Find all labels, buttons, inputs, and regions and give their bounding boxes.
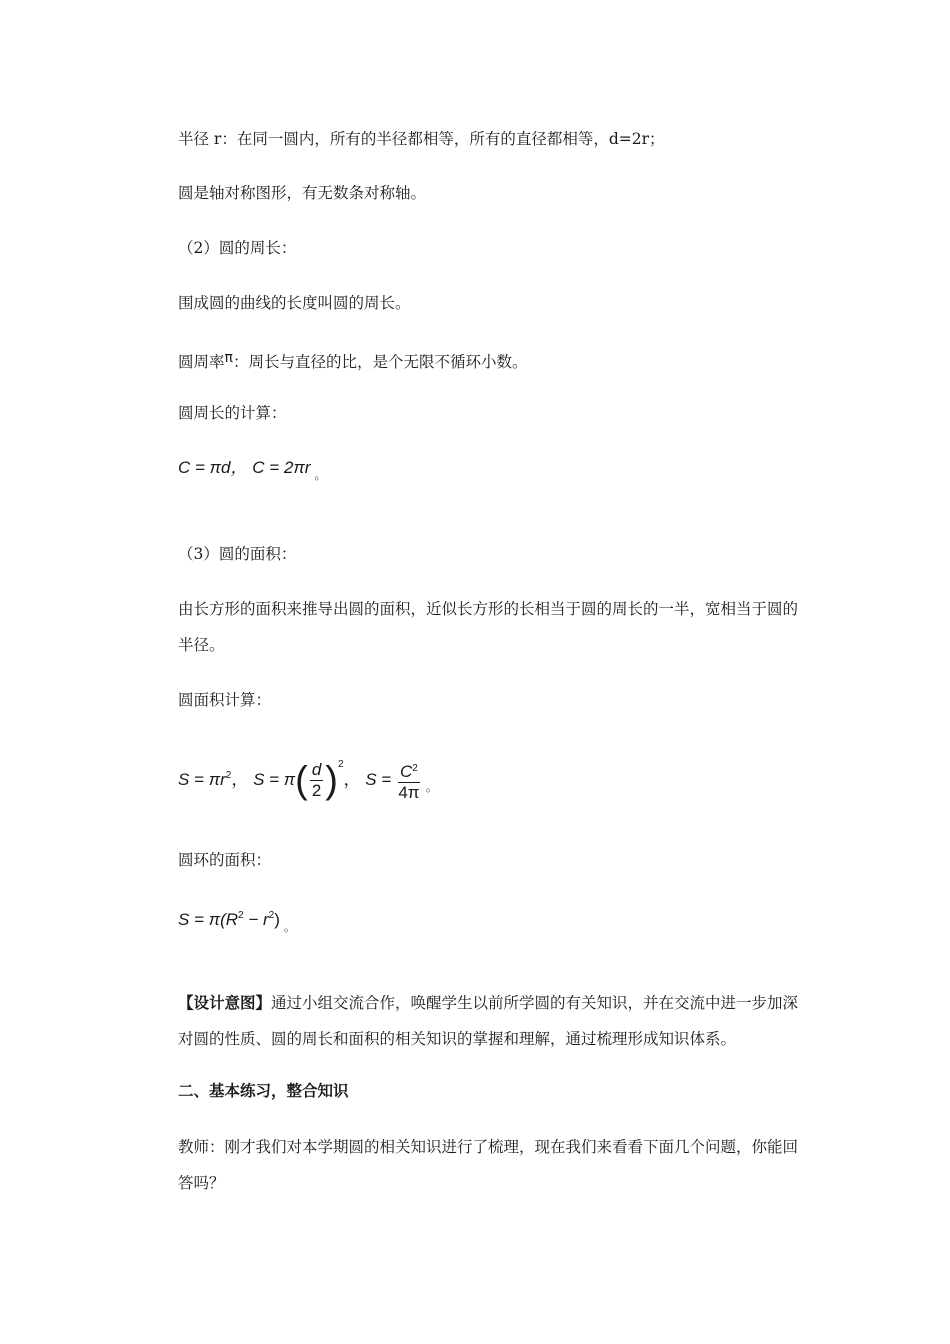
area-calc-label: 圆面积计算： bbox=[178, 691, 272, 709]
area-formula-3-denominator: 4π bbox=[398, 782, 420, 802]
pi-suffix: ：周长与直径的比，是个无限不循环小数。 bbox=[232, 353, 528, 371]
area-formula-2-denominator: 2 bbox=[311, 781, 322, 801]
annulus-formula-exp-1: 2 bbox=[238, 910, 244, 921]
annulus-formula-period: 。 bbox=[283, 920, 296, 934]
design-intent-label: 【设计意图】 bbox=[178, 993, 272, 1012]
perimeter-definition: 围成圆的曲线的长度叫圆的周长。 bbox=[178, 294, 411, 312]
area-formula bbox=[178, 742, 438, 810]
area-formula-1: S = πr bbox=[178, 770, 226, 789]
pi-prefix: 圆周率 bbox=[178, 353, 225, 371]
area-formula-period: 。 bbox=[425, 780, 438, 794]
area-formula-sep-2: ， bbox=[343, 770, 361, 789]
perimeter-formula-1: C = πd， bbox=[178, 458, 248, 477]
design-intent-text: 通过小组交流合作，唤醒学生以前所学圆的有关知识，并在交流中进一步加深对圆的性质、圆的周长和面积的相关知识的掌握和理解，通过梳理形成知识体系。 bbox=[178, 994, 799, 1048]
pi-line bbox=[178, 348, 527, 372]
annulus-formula-exp-2: 2 bbox=[268, 910, 275, 921]
perimeter-calc-label: 圆周长的计算： bbox=[178, 404, 287, 422]
annulus-formula-lhs: S = π(R bbox=[178, 910, 239, 929]
area-formula-1-exp: 2 bbox=[225, 770, 232, 781]
area-formula-2-numerator: d bbox=[311, 760, 322, 780]
area-formula-3-numerator: $C^2$ bbox=[398, 759, 420, 783]
area-formula-sep-1: ， bbox=[231, 770, 249, 789]
area-formula-2-lparen: ( bbox=[295, 759, 308, 802]
area-derivation: 由长方形的面积来推导出圆的面积，近似长方形的长相当于圆的周长的一半，宽相当于圆的半径。 bbox=[178, 600, 799, 654]
teacher-question: 教师：刚才我们对本学期圆的相关知识进行了梳理，现在我们来看看下面几个问题，你能回答吗？ bbox=[178, 1138, 799, 1192]
design-intent bbox=[178, 985, 808, 1057]
radius-line: 半径 r：在同一圆内，所有的半径都相等，所有的直径都相等，d=2r； bbox=[178, 130, 665, 148]
perimeter-formula-2: C = 2πr bbox=[252, 458, 311, 477]
area-formula-3-exp: 2 bbox=[412, 762, 418, 774]
area-formula-3: S = bbox=[365, 770, 392, 789]
annulus-formula-mid: − r bbox=[243, 910, 269, 929]
annulus-formula-end: ) bbox=[274, 910, 280, 929]
symmetry-line: 圆是轴对称图形，有无数条对称轴。 bbox=[178, 184, 427, 202]
annulus-label: 圆环的面积： bbox=[178, 851, 272, 869]
pi-symbol: π bbox=[224, 350, 233, 366]
area-formula-2-exp: 2 bbox=[337, 759, 344, 770]
perimeter-formula bbox=[178, 458, 326, 485]
section-two-heading: 二、基本练习，整合知识 bbox=[178, 1081, 349, 1100]
area-formula-2-rparen: ) bbox=[325, 759, 338, 802]
perimeter-heading: （2）圆的周长： bbox=[178, 239, 297, 257]
area-formula-2-fraction bbox=[310, 760, 323, 801]
area-formula-3-fraction bbox=[398, 759, 420, 803]
annulus-formula bbox=[178, 906, 296, 937]
area-formula-2: S = π bbox=[253, 770, 296, 789]
perimeter-formula-period: 。 bbox=[314, 468, 327, 482]
area-heading: （3）圆的面积： bbox=[178, 545, 297, 563]
